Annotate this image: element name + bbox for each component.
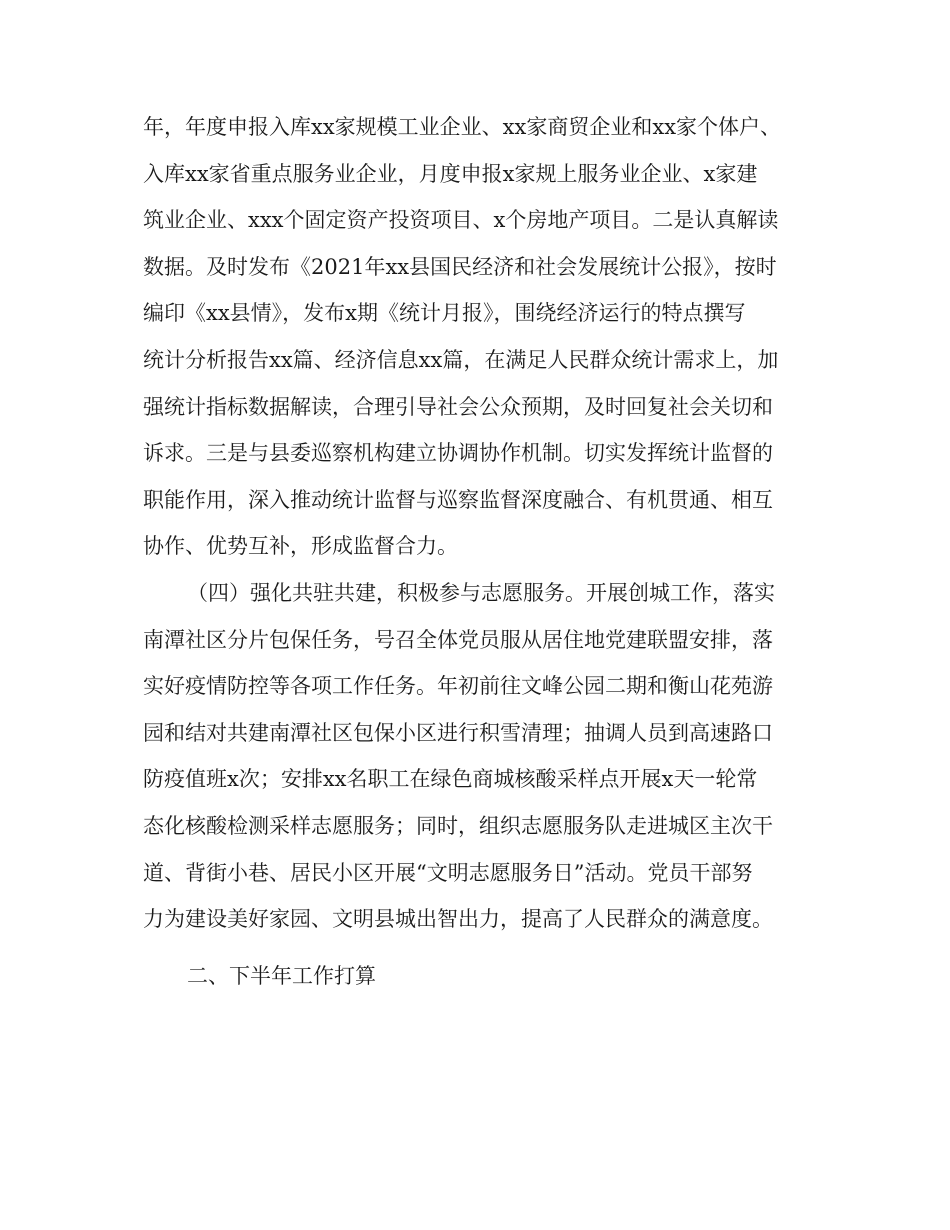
text-line-9: 职能作用，深入推动统计监督与巡察监督深度融合、有机贯通、相互	[143, 487, 773, 512]
text-line-17: 道、背街小巷、居民小区开展“文明志愿服务日”活动。党员干部努	[143, 860, 753, 885]
text-line-16: 态化核酸检测采样志愿服务；同时，组织志愿服务队走进城区主次干	[143, 813, 773, 838]
body-text	[0, 104, 950, 999]
text-line-8: 诉求。三是与县委巡察机构建立协调协作机制。切实发挥统计监督的	[143, 441, 773, 466]
text-line-3: 筑业企业、xxx个固定资产投资项目、x个房地产项目。二是认真解读	[143, 208, 779, 233]
text-line-1: 年，年度申报入库xx家规模工业企业、xx家商贸企业和xx家个体户、	[143, 115, 782, 139]
text-line-7: 强统计指标数据解读，合理引导社会公众预期，及时回复社会关切和	[143, 394, 773, 419]
section-heading: 二、下半年工作打算	[187, 963, 376, 988]
text-line-6: 统计分析报告xx篇、经济信息xx篇，在满足人民群众统计需求上，加	[143, 347, 779, 372]
text-line-5: 编印《xx县情》，发布x期《统计月报》，围绕经济运行的特点撰写	[143, 301, 746, 326]
text-line-12: 南潭社区分片包保任务，号召全体党员服从居住地党建联盟安排，落	[143, 627, 773, 652]
text-line-14: 园和结对共建南潭社区包保小区进行积雪清理；抽调人员到高速路口	[143, 720, 773, 745]
text-line-13: 实好疫情防控等各项工作任务。年初前往文峰公园二期和衡山花苑游	[143, 674, 773, 699]
text-line-15: 防疫值班x次；安排xx名职工在绿色商城核酸采样点开展x天一轮常	[143, 767, 758, 792]
paragraph-4-start: （四）强化共驻共建，积极参与志愿服务。开展创城工作，落实	[187, 580, 775, 605]
text-line-10: 协作、优势互补，形成监督合力。	[143, 534, 458, 559]
text-line-2: 入库xx家省重点服务业企业，月度申报x家规上服务业企业、x家建	[143, 161, 758, 186]
text-line-4: 数据。及时发布《2021年xx县国民经济和社会发展统计公报》，按时	[143, 254, 777, 279]
text-line-18: 力为建设美好家园、文明县城出智出力，提高了人民群众的满意度。	[143, 907, 773, 932]
